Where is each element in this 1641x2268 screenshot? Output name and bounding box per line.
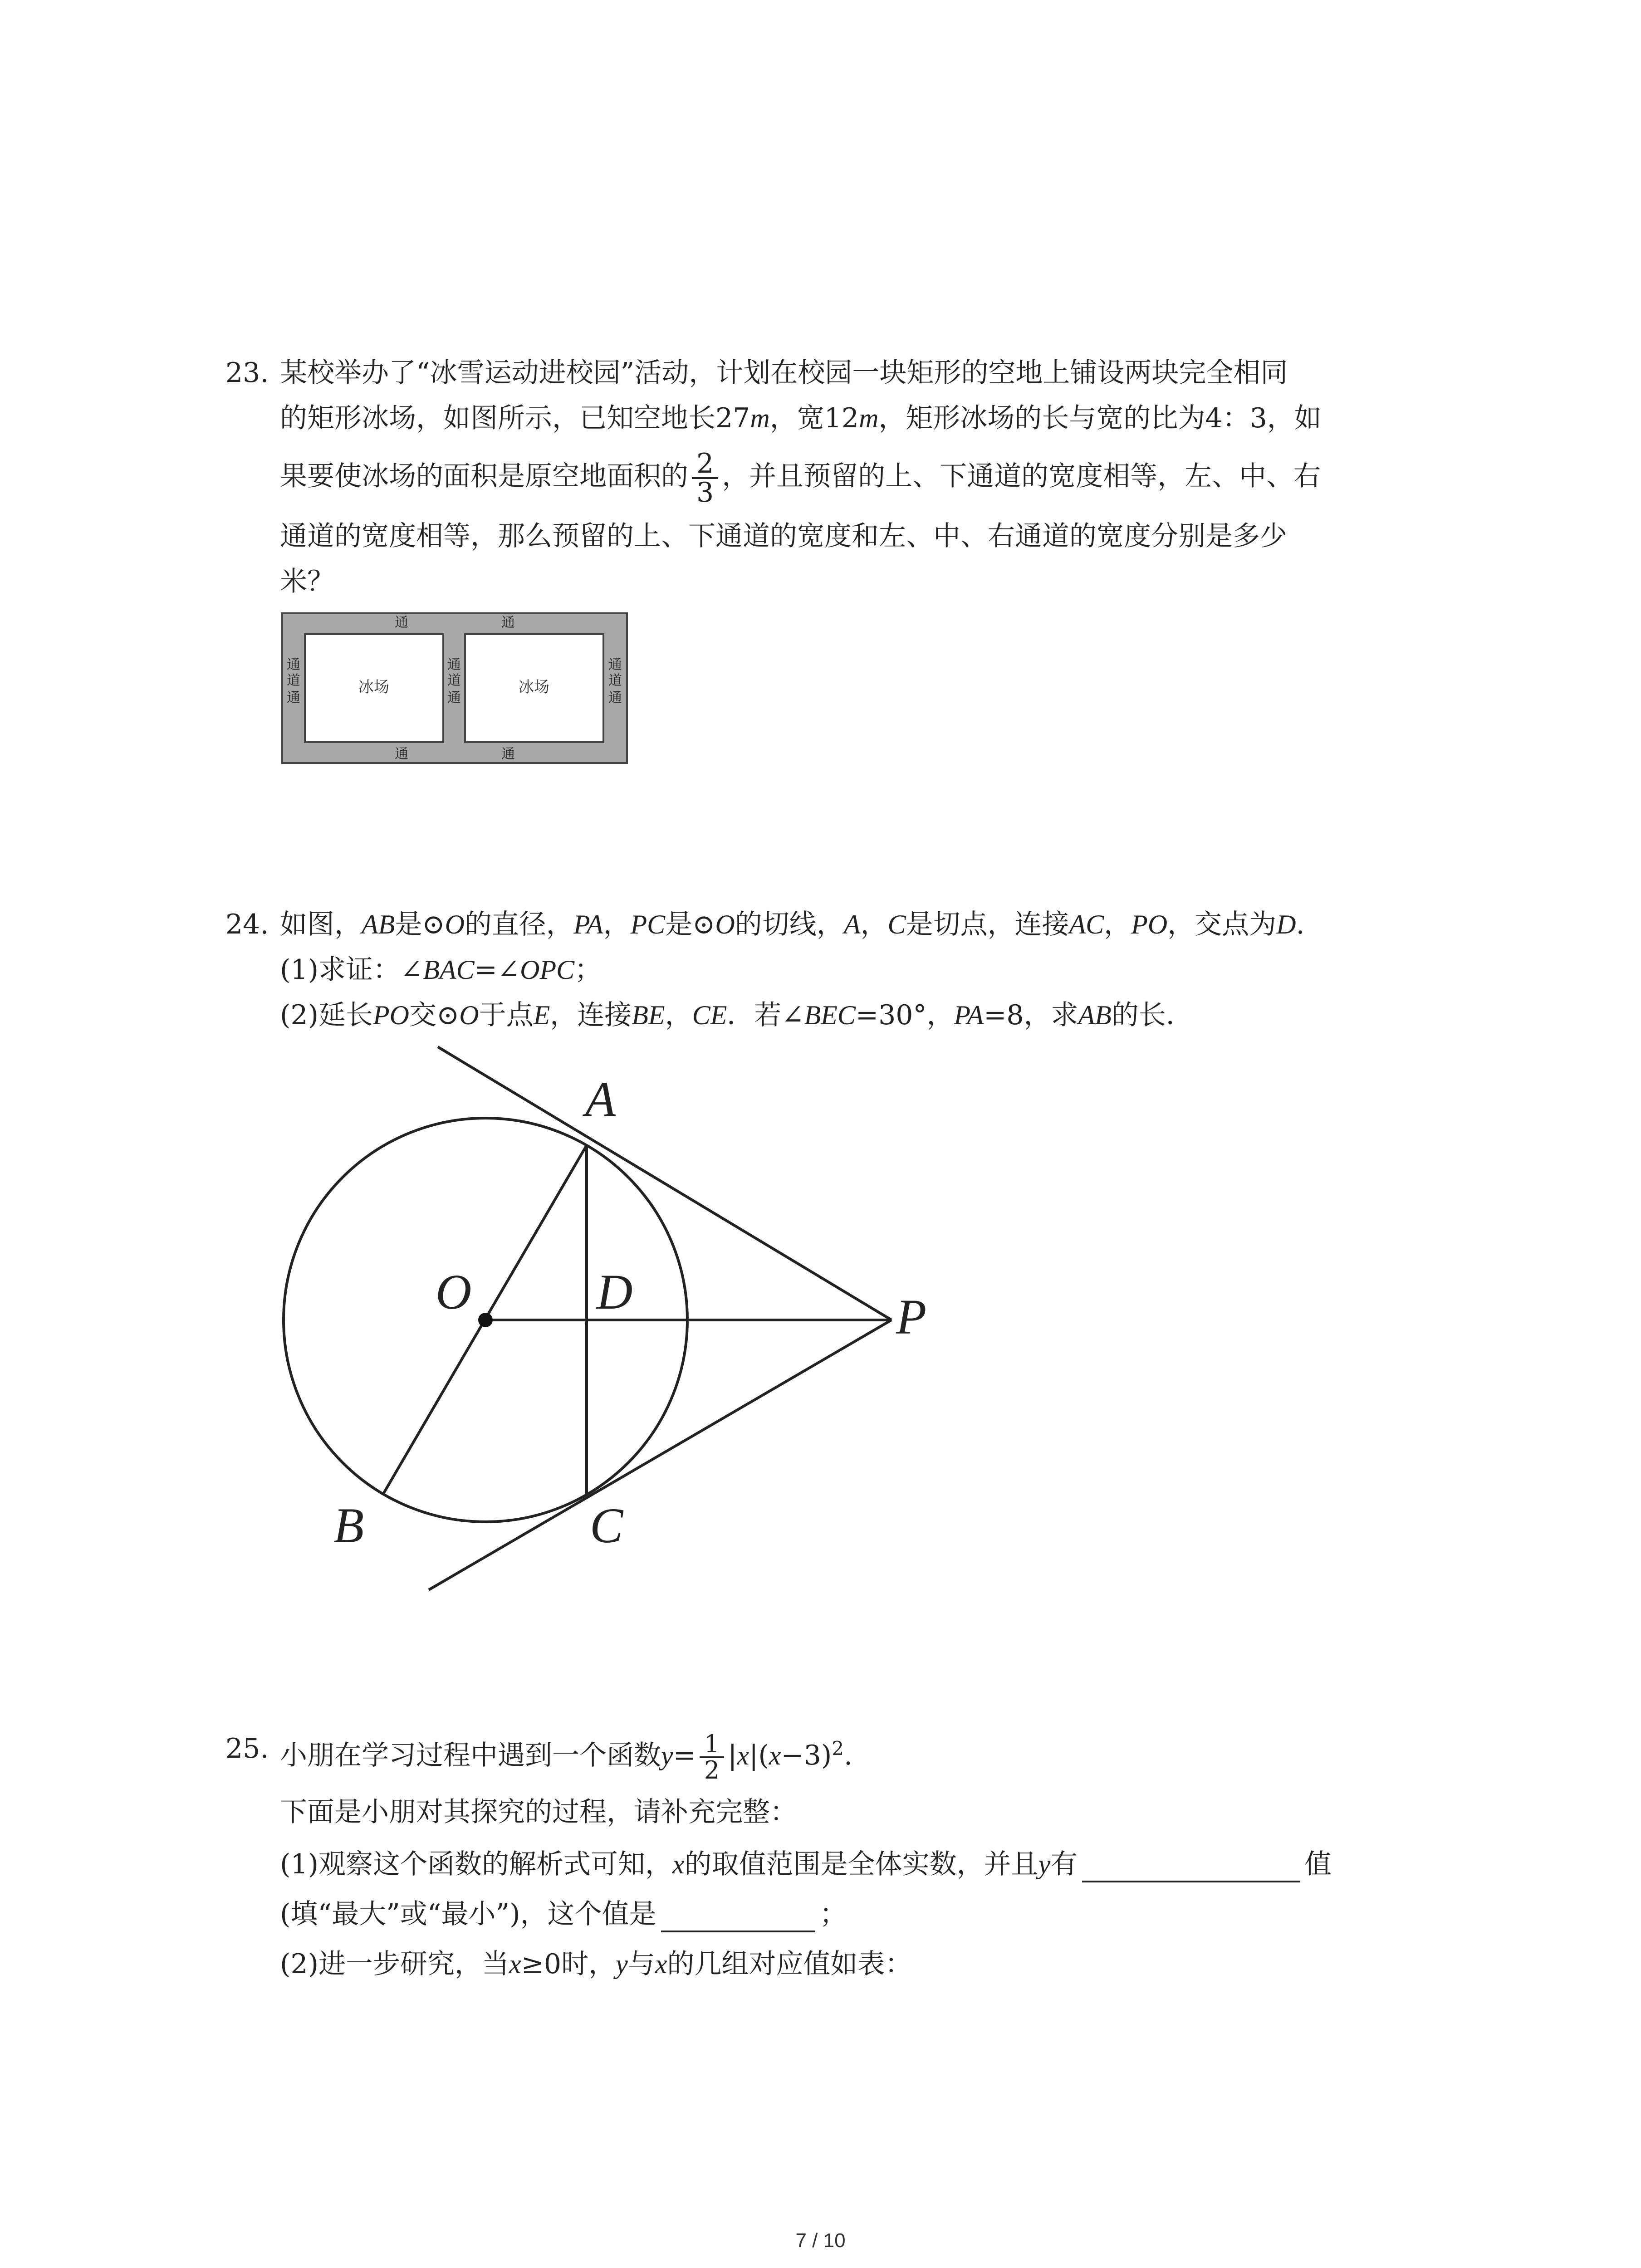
text: ，	[1104, 909, 1132, 940]
q23-length-value: 27	[715, 402, 750, 434]
q25-number: 25.	[225, 1733, 269, 1765]
text: |	[728, 1740, 737, 1771]
text: (1)求证：∠	[280, 954, 423, 986]
fraction-denominator: 2	[704, 1756, 720, 1785]
channel-label: 通	[608, 657, 622, 672]
text: 与	[627, 1948, 655, 1980]
q25-line-2: 下面是小朋对其探究的过程，请补充完整：	[280, 1796, 797, 1828]
q23-text: ，宽	[769, 402, 824, 434]
q23-text: ，矩形冰场的长与宽的比为	[878, 402, 1205, 434]
text: ≥0时，	[521, 1948, 616, 1980]
q23-fraction	[692, 448, 718, 509]
text: (2)进一步研究，当	[280, 1948, 509, 1980]
label-d: D	[597, 1264, 633, 1320]
text: =∠	[474, 954, 520, 986]
math-var: x	[672, 1849, 685, 1879]
text: =	[673, 1740, 696, 1771]
q25-line-4	[280, 1896, 847, 1932]
text: .	[1296, 909, 1305, 940]
text: 有	[1050, 1848, 1078, 1880]
fraction-numerator: 2	[692, 450, 718, 479]
channel-label: 道	[608, 673, 622, 688]
q23-unit: m	[750, 403, 770, 433]
q24-line-3	[280, 997, 1193, 1033]
text: 是⊙	[665, 909, 715, 940]
math-var: PA	[573, 909, 603, 939]
text: 于点	[479, 999, 534, 1031]
text: ；	[819, 1898, 847, 1930]
math-var: PA	[954, 1000, 984, 1030]
math-var: x	[737, 1740, 749, 1770]
q23-rink-figure	[281, 612, 631, 767]
text: 是切点，连接	[906, 909, 1069, 940]
channel-label: 通	[395, 747, 408, 762]
text: 的直径，	[464, 909, 573, 940]
math-var: y	[661, 1740, 673, 1770]
text: ；	[574, 954, 602, 986]
text: =30°，	[855, 999, 954, 1031]
q24-line-2	[280, 952, 602, 988]
tangent-pa	[438, 1047, 892, 1320]
label-c: C	[590, 1498, 623, 1553]
channel-label: 通	[395, 615, 408, 630]
center-point	[478, 1313, 493, 1327]
channel-label: 通	[447, 657, 461, 672]
label-a: A	[585, 1071, 616, 1127]
text: (填“最大”或“最小”)，这个值是	[280, 1898, 656, 1930]
rink-right-label: 冰场	[519, 679, 549, 696]
math-var: AC	[1069, 909, 1104, 939]
q23-line-4: 通道的宽度相等，那么预留的上、下通道的宽度和左、中、右通道的宽度分别是多少	[280, 520, 1287, 552]
math-var: PC	[630, 909, 666, 939]
text: 的切线，	[735, 909, 844, 940]
label-p: P	[896, 1289, 927, 1344]
page-number: 7 / 10	[795, 2229, 846, 2252]
q25-line-3	[280, 1846, 1332, 1882]
math-var: AB	[362, 909, 395, 939]
text: =8，求	[984, 999, 1078, 1031]
q23-text: ，并且预留的上、下通道的宽度相等，左、中、右	[722, 460, 1321, 492]
text: 的几组对应值如表：	[667, 1948, 912, 1980]
text: (1)观察这个函数的解析式可知，	[280, 1848, 672, 1880]
q24-line-1	[280, 906, 1305, 943]
math-var: BEC	[804, 1000, 856, 1030]
text: 的长．	[1111, 999, 1193, 1031]
q23-ratio: 4：3	[1205, 402, 1267, 434]
q23-line-3	[280, 445, 1321, 508]
q24-circle-figure	[272, 1039, 953, 1606]
q24-number: 24.	[225, 909, 269, 940]
math-var: O	[445, 909, 465, 939]
q25-line-5	[280, 1946, 912, 1982]
math-var: D	[1276, 909, 1296, 939]
fraction-denominator: 3	[696, 477, 714, 509]
channel-label: 通	[287, 690, 300, 705]
math-var: A	[843, 909, 861, 939]
q23-unit: m	[859, 403, 879, 433]
q23-number: 23.	[225, 357, 269, 389]
text: .	[844, 1740, 853, 1771]
fraction-numerator: 1	[700, 1732, 724, 1758]
text: 如图，	[280, 909, 362, 940]
text: ，	[603, 909, 631, 940]
channel-label: 通	[608, 690, 622, 705]
text: 的取值范围是全体实数，并且	[684, 1848, 1038, 1880]
q23-line-2	[280, 400, 1322, 436]
channel-label: 通	[287, 657, 300, 672]
math-var: CE	[692, 1000, 727, 1030]
tangent-pc	[429, 1320, 892, 1590]
text: −3)	[781, 1740, 832, 1771]
text: 是⊙	[395, 909, 445, 940]
text: (2)延长	[280, 999, 373, 1031]
q25-fraction	[700, 1732, 724, 1783]
math-var: E	[533, 1000, 550, 1030]
math-var: AB	[1078, 1000, 1112, 1030]
math-var: O	[459, 1000, 479, 1030]
channel-label: 道	[287, 673, 300, 688]
exponent: 2	[832, 1737, 844, 1760]
text: ，连接	[550, 999, 632, 1031]
q23-text: 果要使冰场的面积是原空地面积的	[280, 460, 688, 492]
math-var: PO	[373, 1000, 409, 1030]
math-var: y	[616, 1949, 628, 1979]
text: |(	[749, 1740, 769, 1771]
channel-label: 通	[501, 615, 515, 630]
channel-label: 通	[447, 690, 461, 705]
q23-text: ，如	[1267, 402, 1322, 434]
math-var: C	[887, 909, 906, 939]
text: ，	[860, 909, 888, 940]
math-var: OPC	[520, 955, 575, 985]
text: ，	[665, 999, 692, 1031]
q23-line-1: 某校举办了“冰雪运动进校园”活动，计划在校园一块矩形的空地上铺设两块完全相同	[280, 357, 1288, 389]
answer-blank-value[interactable]	[661, 1903, 815, 1932]
q23-line-5: 米？	[280, 566, 334, 597]
channel-label: 道	[447, 673, 461, 688]
text: 交⊙	[409, 999, 460, 1031]
math-var: x	[509, 1949, 521, 1979]
text: ．若∠	[727, 999, 804, 1031]
q23-width-value: 12	[824, 402, 859, 434]
math-var: BE	[632, 1000, 665, 1030]
math-var: x	[655, 1949, 667, 1979]
text: 小朋在学习过程中遇到一个函数	[280, 1740, 661, 1771]
label-o: O	[436, 1264, 472, 1320]
math-var: x	[769, 1740, 781, 1770]
channel-label: 通	[501, 747, 515, 762]
text: 值	[1304, 1848, 1332, 1880]
label-b: B	[333, 1498, 364, 1553]
text: ，交点为	[1167, 909, 1277, 940]
math-var: BAC	[423, 955, 475, 985]
q23-text: 的矩形冰场，如图所示，已知空地长	[280, 402, 715, 434]
q25-line-1	[280, 1715, 852, 1789]
math-var: y	[1038, 1849, 1051, 1879]
rink-left-label: 冰场	[358, 679, 389, 696]
math-var: O	[715, 909, 735, 939]
math-var: PO	[1131, 909, 1168, 939]
answer-blank-extremum[interactable]	[1082, 1853, 1300, 1882]
